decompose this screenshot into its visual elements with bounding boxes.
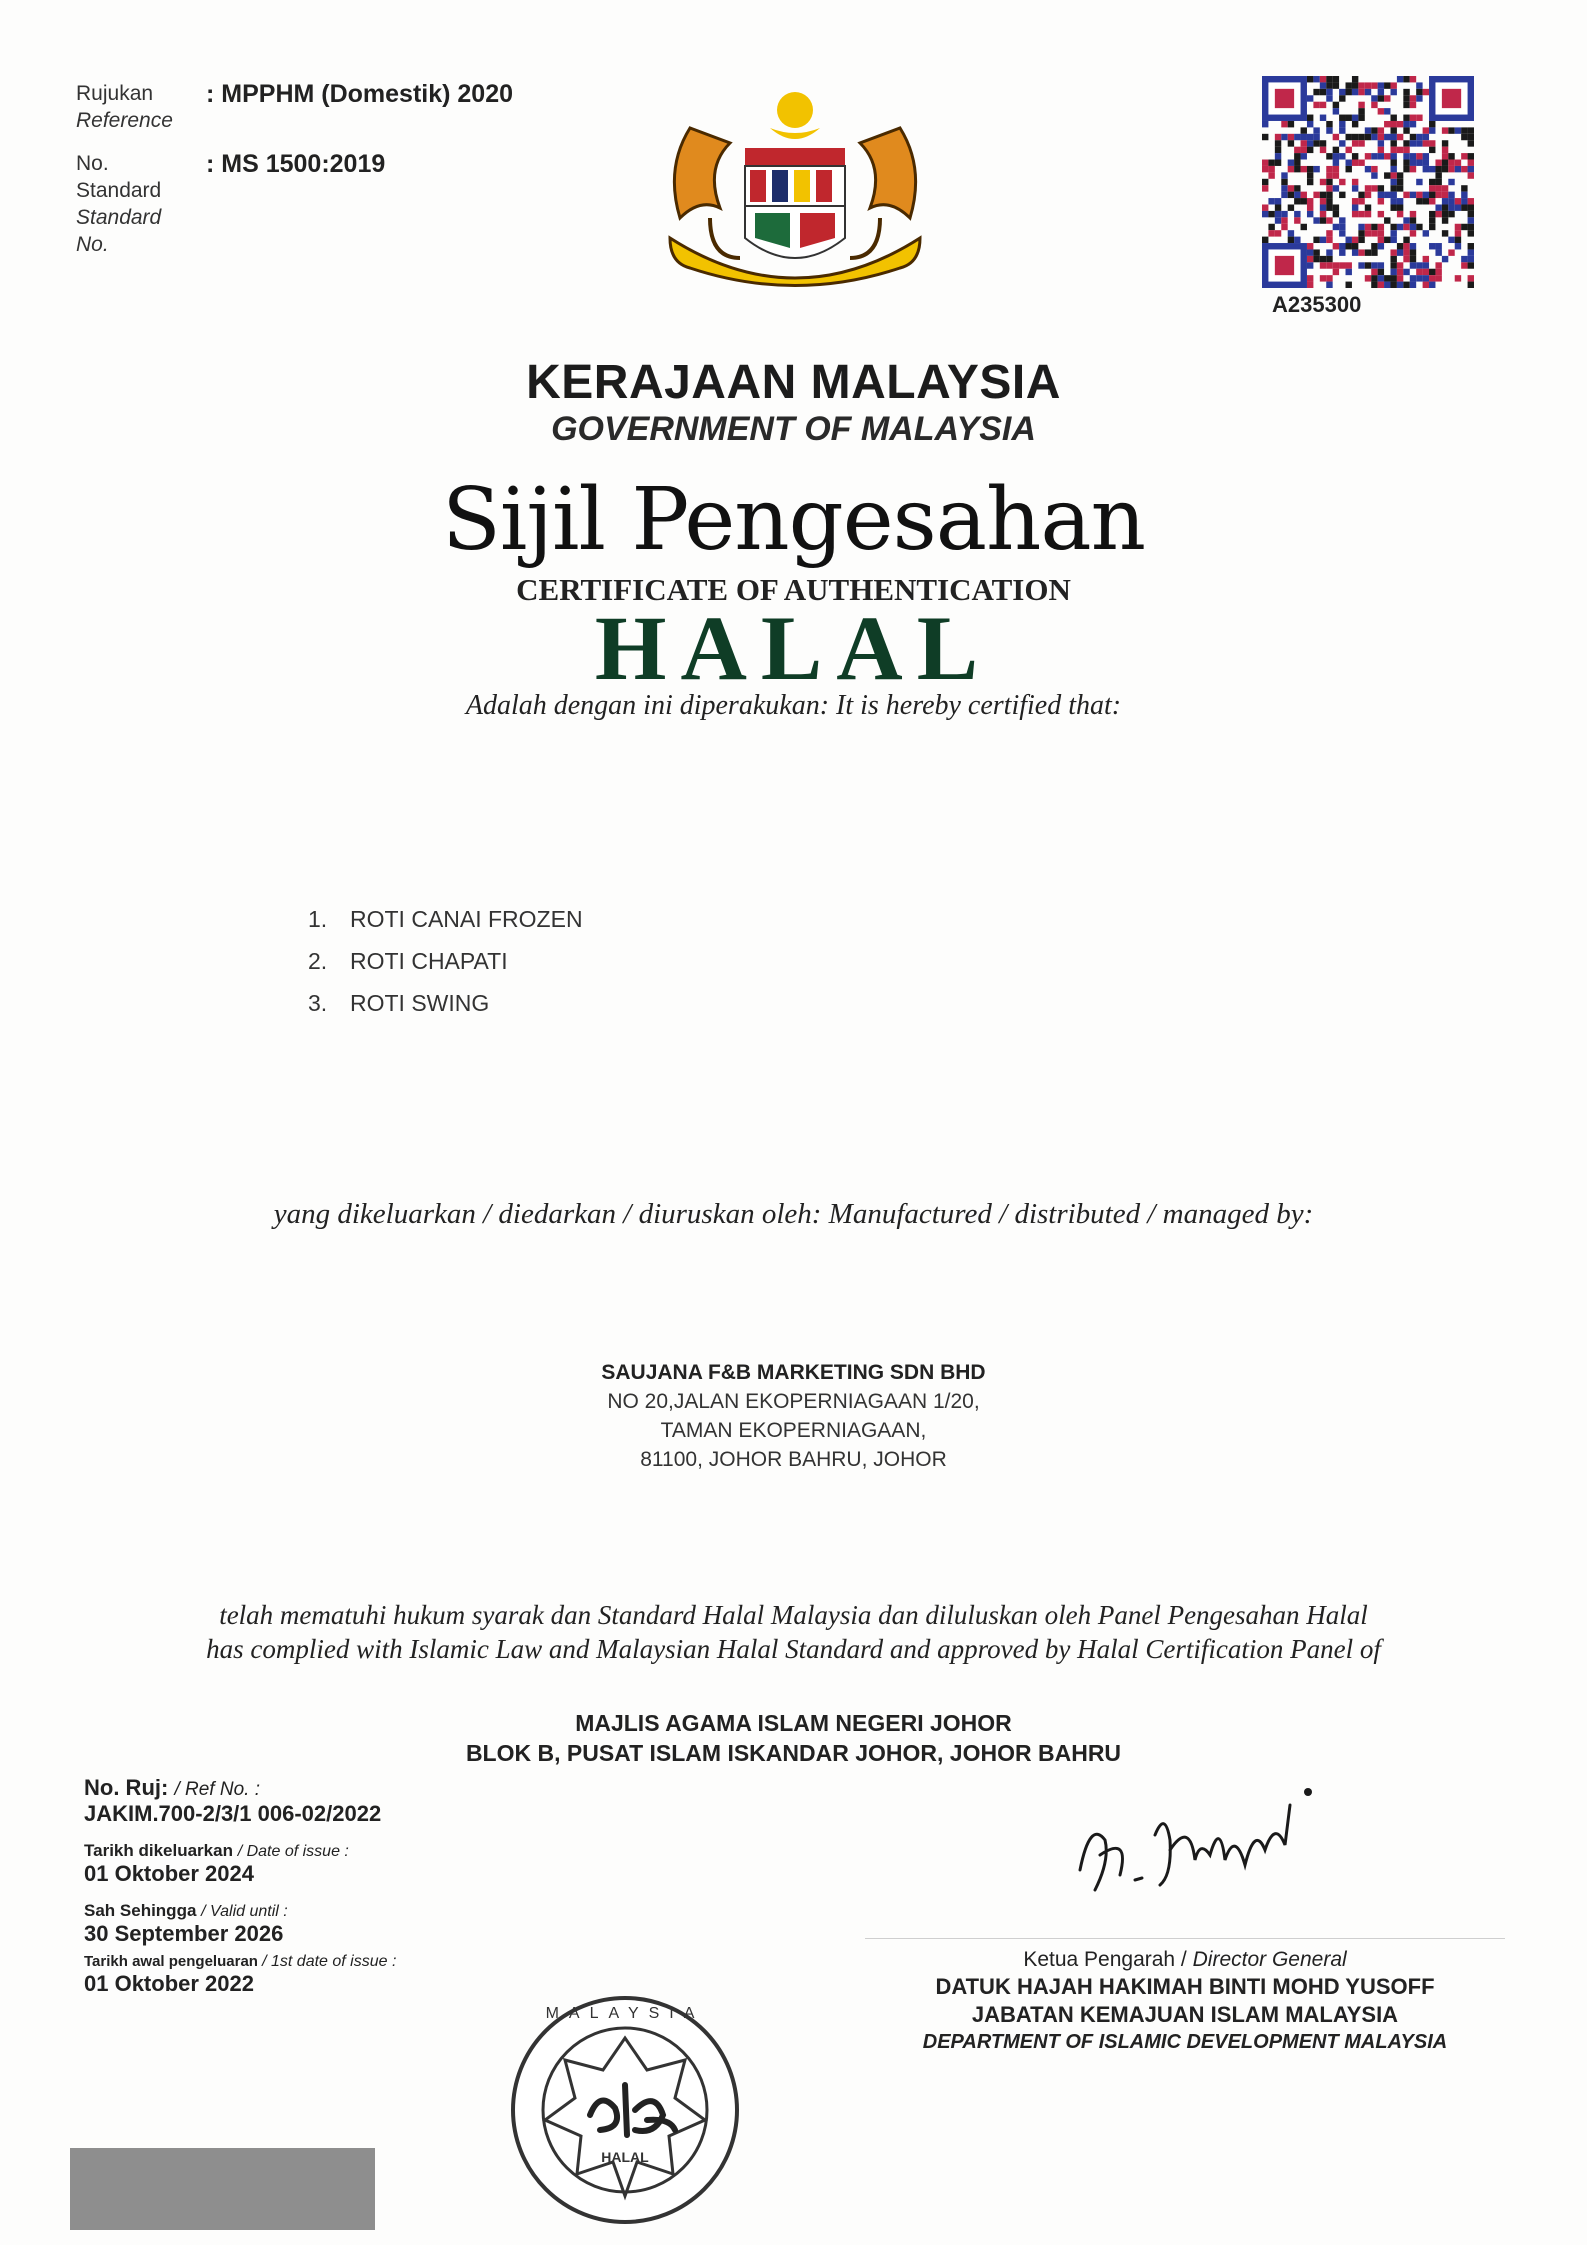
government-title-ms: KERAJAAN MALAYSIA (526, 356, 1061, 409)
government-title-en: GOVERNMENT OF MALAYSIA (551, 410, 1036, 448)
manufactured-statement: yang dikeluarkan / diedarkan / diuruskan oleh: Manufactured / distributed / managed by: (273, 1198, 1314, 1230)
valid-date: 30 September 2026 (84, 1921, 284, 1946)
list-item: 3. ROTI SWING (308, 990, 490, 1016)
coat-of-arms-icon (650, 88, 940, 308)
redacted-area (70, 2148, 375, 2230)
qr-code-id: A235300 (1272, 292, 1362, 317)
standard-value: : MS 1500:2019 (206, 150, 386, 178)
company-address-line: TAMAN EKOPERNIAGAAN, (660, 1419, 927, 1442)
certificate-title-ms: Sijil Pengesahan (441, 470, 1146, 570)
company-block (0, 1358, 1587, 1474)
certified-statement: Adalah dengan ini diperakukan: It is hereby certified that: (465, 690, 1122, 721)
list-item: 1. ROTI CANAI FROZEN (308, 906, 583, 932)
halal-seal-icon (505, 1990, 745, 2230)
product-list (308, 898, 583, 1024)
council-address: BLOK B, PUSAT ISLAM ISKANDAR JOHOR, JOHOR BAHRU (465, 1740, 1122, 1766)
ref-value: JAKIM.700-2/3/1 006-02/2022 (84, 1801, 382, 1826)
standard-label: No. Standard Standard No. (76, 152, 162, 256)
issue-label: Tarikh dikeluarkan / Date of issue : (84, 1841, 349, 1860)
council-name: MAJLIS AGAMA ISLAM NEGERI JOHOR (575, 1710, 1012, 1736)
halal-title: HALAL (594, 597, 993, 699)
department-en: DEPARTMENT OF ISLAMIC DEVELOPMENT MALAYSIA (922, 2031, 1448, 2053)
company-name: SAUJANA F&B MARKETING SDN BHD (601, 1361, 986, 1384)
company-address-line: NO 20,JALAN EKOPERNIAGAAN 1/20, (607, 1390, 980, 1413)
department-ms: JABATAN KEMAJUAN ISLAM MALAYSIA (971, 2002, 1399, 2027)
company-address-line: 81100, JOHOR BAHRU, JOHOR (640, 1448, 947, 1471)
director-name: DATUK HAJAH HAKIMAH BINTI MOHD YUSOFF (935, 1974, 1435, 1999)
certificate-title-en: CERTIFICATE OF AUTHENTICATION (516, 572, 1071, 607)
council-block (0, 1708, 1587, 1768)
seal-inner-text: HALAL (601, 2149, 649, 2165)
certificate-details (84, 1775, 396, 1997)
signature (1060, 1780, 1330, 1910)
director-block (865, 1946, 1505, 2055)
issue-date: 01 Oktober 2024 (84, 1861, 254, 1886)
qr-code-icon (1262, 76, 1474, 288)
reference-label: Rujukan Reference (76, 82, 173, 132)
list-item: 2. ROTI CHAPATI (308, 948, 508, 974)
ref-label: No. Ruj: / Ref No. : (84, 1775, 260, 1800)
first-issue-date: 01 Oktober 2022 (84, 1971, 254, 1996)
reference-value: : MPPHM (Domestik) 2020 (206, 80, 514, 108)
director-title: Ketua Pengarah / Director General (1023, 1948, 1347, 1971)
first-issue-label: Tarikh awal pengeluaran / 1st date of issue : (84, 1953, 397, 1970)
compliance-statement: telah mematuhi hukum syarak dan Standard Halal Malaysia dan diluluskan oleh Panel Pengesahan Halal has complied with Islamic Law and Malaysian Halal Standard and approved by Halal Certification Panel of (206, 1600, 1381, 1664)
valid-label: Sah Sehingga / Valid until : (84, 1901, 288, 1920)
seal-ring-text: MALAYSIA (545, 2005, 705, 2022)
signature-line (865, 1938, 1505, 1939)
